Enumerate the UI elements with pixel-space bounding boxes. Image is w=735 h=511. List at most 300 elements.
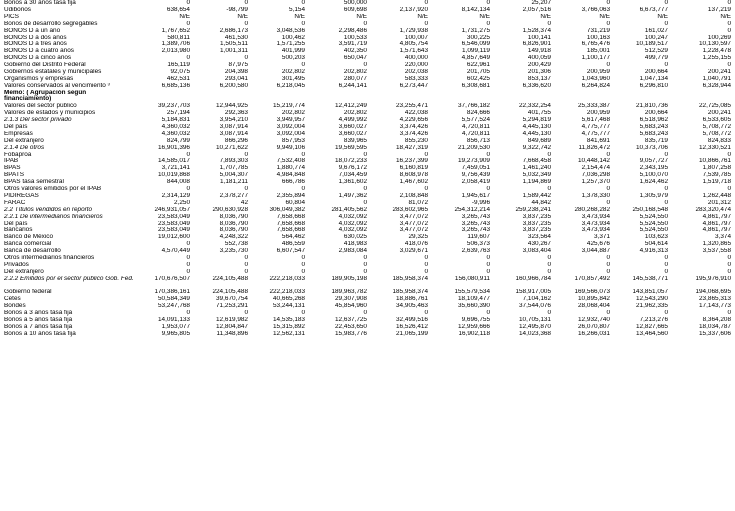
- value-cell: 202,802: [281, 110, 305, 117]
- value-cell: 0: [606, 268, 610, 275]
- value-cell: 504,614: [644, 241, 668, 248]
- value-cell: 1,257,370: [581, 179, 610, 186]
- value-cell: 0: [244, 262, 248, 269]
- value-cell: 1,100,177: [581, 55, 610, 62]
- table-row: [3, 331, 732, 338]
- value-cell: 17,143,773: [699, 303, 731, 310]
- value-cell: 16,237,399: [396, 158, 428, 165]
- value-cell: 3,374: [715, 234, 731, 241]
- value-cell: 3,374,426: [399, 123, 428, 130]
- value-cell: 1,320,865: [702, 241, 731, 248]
- table-row: [3, 35, 732, 42]
- value-cell: 731,219: [586, 27, 610, 34]
- value-cell: 10,130,597: [699, 41, 731, 48]
- value-cell: 0: [727, 255, 731, 262]
- value-cell: 14,535,183: [273, 316, 305, 323]
- row-label: Bonos a 7 años tasa fija: [4, 323, 73, 330]
- value-cell: 630,025: [343, 234, 367, 241]
- table-row: [3, 248, 732, 255]
- table-row: [3, 62, 732, 69]
- value-cell: 4,720,811: [462, 130, 490, 137]
- value-cell: 1,519,718: [702, 179, 731, 186]
- value-cell: 3,837,235: [522, 220, 551, 227]
- value-cell: 10,189,517: [636, 41, 668, 48]
- value-cell: 0: [186, 151, 190, 158]
- value-cell: 1,305,979: [639, 192, 668, 199]
- value-cell: 0: [547, 186, 551, 193]
- row-label: Gobierno federal: [4, 289, 52, 296]
- value-cell: 100,462: [281, 34, 305, 41]
- row-label: Fobaproa: [4, 151, 32, 158]
- value-cell: 3,029,671: [399, 248, 428, 255]
- value-cell: 841,691: [586, 137, 610, 144]
- value-cell: 3,473,934: [581, 220, 610, 227]
- value-cell: 0: [301, 255, 305, 262]
- value-cell: 12,619,982: [216, 316, 248, 323]
- value-cell: 3,537,558: [702, 248, 731, 255]
- table-row: [3, 21, 732, 28]
- row-label: Del extranjero: [4, 268, 44, 275]
- value-cell: 3,473,934: [581, 227, 610, 234]
- value-cell: 0: [664, 20, 668, 27]
- value-cell: 7,539,785: [702, 172, 731, 179]
- value-cell: 1,043,960: [581, 75, 610, 82]
- value-cell: 0: [301, 186, 305, 193]
- value-cell: 853,137: [527, 75, 551, 82]
- value-cell: 200,959: [586, 69, 610, 76]
- value-cell: N/E: [179, 13, 190, 20]
- row-label: 2.2 Títulos vendidos en reporto: [4, 206, 93, 213]
- value-cell: 18,034,787: [699, 323, 731, 330]
- value-cell: 2,058,419: [461, 179, 490, 186]
- value-cell: 19,569,595: [335, 144, 367, 151]
- value-cell: 5,154: [289, 6, 305, 13]
- row-label: Banca comercial: [4, 241, 52, 248]
- value-cell: 100,141: [527, 34, 551, 41]
- value-cell: N/E: [720, 13, 731, 20]
- value-cell: 10,019,868: [158, 172, 190, 179]
- table-row: [3, 255, 732, 262]
- value-cell: 0: [244, 151, 248, 158]
- value-cell: 16,266,031: [578, 330, 610, 337]
- value-cell: 0: [186, 55, 190, 62]
- value-cell: 7,104,162: [522, 296, 551, 303]
- value-cell: 39,237,703: [158, 103, 190, 110]
- value-cell: 12,959,666: [458, 323, 490, 330]
- value-cell: 10,271,622: [216, 144, 248, 151]
- table-row: [3, 14, 732, 21]
- value-cell: 16,902,118: [458, 330, 490, 337]
- value-cell: 9,676,172: [338, 165, 367, 172]
- value-cell: 0: [486, 262, 490, 269]
- value-cell: 2,639,763: [461, 248, 490, 255]
- value-cell: 280,077: [343, 75, 367, 82]
- table-row: [3, 179, 732, 186]
- value-cell: 430,267: [527, 241, 551, 248]
- row-label: Banca de desarrollo: [4, 248, 61, 255]
- value-cell: 1,389,706: [161, 41, 190, 48]
- value-cell: 3,766,063: [581, 6, 610, 13]
- value-cell: 12,827,665: [636, 323, 668, 330]
- value-cell: 32,499,516: [396, 316, 428, 323]
- value-cell: 3,477,072: [399, 213, 428, 220]
- value-cell: [368, 90, 429, 103]
- value-cell: 3,235,730: [219, 248, 248, 255]
- row-label: 2.2.1 De intermediarios financieros: [4, 213, 103, 220]
- value-cell: 3,949,957: [276, 116, 305, 123]
- value-cell: 666,786: [281, 179, 305, 186]
- row-label: BONOS D a un año: [4, 27, 61, 34]
- value-cell: 0: [547, 268, 551, 275]
- value-cell: 21,209,530: [458, 144, 490, 151]
- value-cell: 4,360,032: [161, 130, 190, 137]
- value-cell: 44,842: [531, 199, 551, 206]
- value-cell: 7,658,668: [276, 227, 305, 234]
- value-cell: 4,229,656: [399, 116, 428, 123]
- row-label: BONOS D a cinco años: [4, 55, 72, 62]
- value-cell: 3,087,914: [219, 130, 248, 137]
- value-cell: 0: [301, 151, 305, 158]
- value-cell: 0: [301, 268, 305, 275]
- value-cell: 170,857,492: [574, 275, 610, 282]
- value-cell: 0: [244, 0, 248, 6]
- value-cell: 418,076: [404, 241, 428, 248]
- table-row: [3, 317, 732, 324]
- row-label: BONOS D a cuatro años: [4, 48, 74, 55]
- value-cell: 155,579,534: [454, 289, 490, 296]
- value-cell: 9,949,106: [276, 144, 305, 151]
- value-cell: 4,805,754: [399, 41, 428, 48]
- value-cell: N/E: [657, 13, 668, 20]
- value-cell: 5,004,307: [219, 172, 248, 179]
- value-cell: 202,802: [343, 69, 367, 76]
- value-cell: 401,999: [281, 48, 305, 55]
- table-row: [3, 193, 732, 200]
- value-cell: 3,477,072: [399, 227, 428, 234]
- value-cell: 462,531: [166, 75, 190, 82]
- value-cell: 400,000: [404, 55, 428, 62]
- value-cell: 0: [424, 186, 428, 193]
- value-cell: 16,901,396: [158, 144, 190, 151]
- value-cell: 0: [363, 151, 367, 158]
- value-cell: 499,779: [644, 55, 668, 62]
- value-cell: 2,378,277: [219, 192, 248, 199]
- value-cell: 300,225: [466, 34, 490, 41]
- value-cell: 0: [186, 241, 190, 248]
- financial-table: [3, 0, 732, 338]
- value-cell: [191, 90, 249, 103]
- value-cell: 5,524,550: [639, 227, 668, 234]
- value-cell: 0: [363, 309, 367, 316]
- value-cell: 2,154,474: [581, 165, 610, 172]
- value-cell: 0: [486, 268, 490, 275]
- table-row: [3, 145, 732, 152]
- value-cell: 259,238,241: [515, 206, 551, 213]
- row-label: Bondes: [4, 303, 26, 310]
- value-cell: 15,983,776: [335, 330, 367, 337]
- row-label: 2.2.2 Emitidos por el sector público Gob. Fed.: [4, 275, 134, 282]
- value-cell: 1,255,155: [702, 55, 731, 62]
- value-cell: 19,273,909: [458, 158, 490, 165]
- value-cell: 100,269: [707, 34, 731, 41]
- table-row: [3, 158, 732, 165]
- value-cell: 2,298,486: [338, 27, 367, 34]
- value-cell: 512,529: [644, 48, 668, 55]
- value-cell: 4,032,092: [338, 213, 367, 220]
- value-cell: 200,429: [527, 62, 551, 69]
- row-label: Del país: [4, 123, 28, 130]
- value-cell: 3,371: [594, 234, 610, 241]
- value-cell: 26,070,807: [578, 323, 610, 330]
- value-cell: 2,013,980: [161, 48, 190, 55]
- value-cell: N/E: [479, 13, 490, 20]
- value-cell: 602,425: [466, 75, 490, 82]
- value-cell: 3,837,235: [522, 213, 551, 220]
- value-cell: 3,954,210: [219, 116, 248, 123]
- value-cell: 12,944,925: [216, 103, 248, 110]
- value-cell: 202,802: [281, 69, 305, 76]
- row-label: PICS: [4, 13, 19, 20]
- value-cell: 161,027: [644, 27, 668, 34]
- value-cell: 564,462: [281, 234, 305, 241]
- value-cell: 35,660,390: [458, 303, 490, 310]
- value-cell: 9,057,727: [639, 158, 668, 165]
- table-row: [3, 124, 732, 131]
- value-cell: 3,477,072: [399, 220, 428, 227]
- value-cell: 6,308,681: [461, 82, 490, 89]
- value-cell: 18,427,319: [396, 144, 428, 151]
- value-cell: 0: [727, 309, 731, 316]
- value-cell: 4,775,777: [581, 123, 610, 130]
- value-cell: 11,826,472: [578, 144, 610, 151]
- value-cell: 2,314,129: [161, 192, 190, 199]
- value-cell: 100,247: [644, 34, 668, 41]
- row-label: Valores de estados y municipios: [4, 110, 96, 117]
- value-cell: 9,322,742: [522, 144, 551, 151]
- value-cell: -9,996: [471, 199, 490, 206]
- table-row: [3, 131, 732, 138]
- value-cell: 402,350: [343, 48, 367, 55]
- value-cell: 1,729,938: [399, 27, 428, 34]
- value-cell: 12,637,725: [335, 316, 367, 323]
- value-cell: -98,799: [226, 6, 248, 13]
- value-cell: 1,624,462: [639, 179, 668, 186]
- table-row: [3, 48, 732, 55]
- value-cell: 22,332,254: [519, 103, 551, 110]
- value-cell: 12,543,290: [636, 296, 668, 303]
- value-cell: 0: [664, 186, 668, 193]
- value-cell: 2,686,173: [219, 27, 248, 34]
- value-cell: 8,364,208: [702, 316, 731, 323]
- value-cell: [249, 90, 306, 103]
- value-cell: 293,041: [224, 75, 248, 82]
- value-cell: 0: [727, 27, 731, 34]
- value-cell: 254,312,214: [454, 206, 490, 213]
- value-cell: [611, 90, 669, 103]
- value-cell: 4,984,848: [276, 172, 305, 179]
- value-cell: 4,032,092: [338, 220, 367, 227]
- value-cell: 0: [606, 62, 610, 69]
- value-cell: 0: [244, 268, 248, 275]
- table-row: [3, 41, 732, 48]
- value-cell: 638,654: [166, 6, 190, 13]
- value-cell: [429, 90, 491, 103]
- value-cell: 0: [727, 151, 731, 158]
- row-label: Organismos y empresas: [4, 75, 74, 82]
- value-cell: 156,080,911: [454, 275, 490, 282]
- value-cell: 19,012,600: [158, 234, 190, 241]
- value-cell: 53,247,768: [158, 303, 190, 310]
- value-cell: 1,589,442: [522, 192, 551, 199]
- value-cell: 6,273,447: [399, 82, 428, 89]
- value-cell: 1,361,602: [338, 179, 367, 186]
- value-cell: 5,617,468: [581, 116, 610, 123]
- value-cell: 158,917,005: [515, 289, 551, 296]
- value-cell: N/E: [540, 13, 551, 20]
- value-cell: 3,265,743: [461, 220, 490, 227]
- value-cell: 6,685,136: [161, 82, 190, 89]
- value-cell: 866,296: [224, 137, 248, 144]
- value-cell: 12,330,521: [699, 144, 731, 151]
- row-label: BONOS D a tres años: [4, 41, 67, 48]
- value-cell: 323,564: [527, 234, 551, 241]
- value-cell: 292,363: [224, 110, 248, 117]
- value-cell: 0: [606, 262, 610, 269]
- value-cell: 1,953,077: [161, 323, 190, 330]
- value-cell: 6,218,045: [276, 82, 305, 89]
- table-row: [3, 289, 732, 296]
- value-cell: 100,007: [404, 34, 428, 41]
- value-cell: 224,105,488: [212, 289, 248, 296]
- value-cell: 202,802: [343, 110, 367, 117]
- value-cell: 6,546,099: [461, 41, 490, 48]
- value-cell: 8,036,790: [219, 213, 248, 220]
- value-cell: 1,571,643: [399, 48, 428, 55]
- value-cell: 143,851,057: [632, 289, 668, 296]
- value-cell: 824,833: [707, 137, 731, 144]
- value-cell: 839,965: [343, 137, 367, 144]
- value-cell: 50,584,349: [158, 296, 190, 303]
- value-cell: 3,044,887: [581, 248, 610, 255]
- value-cell: 15,315,892: [273, 323, 305, 330]
- value-cell: 1,528,374: [522, 27, 551, 34]
- value-cell: 7,658,668: [276, 213, 305, 220]
- value-cell: 0: [363, 62, 367, 69]
- value-cell: 13,464,560: [636, 330, 668, 337]
- value-cell: 246,931,057: [154, 206, 190, 213]
- value-cell: 3,660,027: [338, 123, 367, 130]
- value-cell: 0: [606, 199, 610, 206]
- value-cell: 3,473,934: [581, 213, 610, 220]
- value-cell: 306,049,382: [269, 206, 305, 213]
- value-cell: [669, 90, 732, 103]
- value-cell: 0: [363, 199, 367, 206]
- value-cell: 8,608,978: [399, 172, 428, 179]
- value-cell: 201,306: [527, 69, 551, 76]
- value-cell: 34,905,463: [396, 303, 428, 310]
- value-cell: 6,336,620: [522, 82, 551, 89]
- table-row: [3, 138, 732, 145]
- value-cell: 400,059: [527, 55, 551, 62]
- value-cell: 7,658,668: [276, 220, 305, 227]
- value-cell: 1,194,869: [522, 179, 551, 186]
- value-cell: 87,975: [228, 62, 248, 69]
- value-cell: 12,495,870: [519, 323, 551, 330]
- value-cell: 0: [244, 186, 248, 193]
- value-cell: 25,333,387: [578, 103, 610, 110]
- value-cell: 1,807,258: [702, 165, 731, 172]
- value-cell: 6,607,547: [276, 248, 305, 255]
- value-cell: 824,799: [166, 137, 190, 144]
- value-cell: 0: [424, 268, 428, 275]
- value-cell: 25,207: [531, 0, 551, 6]
- table-row: [3, 103, 732, 110]
- value-cell: 0: [547, 151, 551, 158]
- value-cell: 500,203: [281, 55, 305, 62]
- value-cell: 1,228,478: [702, 48, 731, 55]
- value-cell: 1,880,774: [276, 165, 305, 172]
- value-cell: 0: [664, 199, 668, 206]
- value-cell: 0: [301, 62, 305, 69]
- value-cell: 23,583,049: [158, 220, 190, 227]
- value-cell: 1,262,448: [702, 192, 731, 199]
- value-cell: 422,038: [404, 110, 428, 117]
- value-cell: 0: [606, 309, 610, 316]
- value-cell: 9,696,755: [461, 316, 490, 323]
- value-cell: 290,630,928: [212, 206, 248, 213]
- table-row: [3, 83, 732, 90]
- value-cell: 0: [424, 255, 428, 262]
- value-cell: 5,708,772: [702, 130, 731, 137]
- table-row: [3, 303, 732, 310]
- value-cell: 29,325: [408, 234, 428, 241]
- row-label: 2.1.3 Del sector privado: [4, 116, 72, 123]
- table-row: [3, 165, 732, 172]
- row-label: BPAS: [4, 165, 21, 172]
- value-cell: 3,660,027: [338, 130, 367, 137]
- value-cell: 0: [547, 262, 551, 269]
- value-cell: 160,966,784: [515, 275, 551, 282]
- value-cell: 37,766,182: [458, 103, 490, 110]
- value-cell: 103,623: [644, 234, 668, 241]
- value-cell: 425,676: [586, 241, 610, 248]
- value-cell: 21,065,199: [396, 330, 428, 337]
- value-cell: 0: [301, 262, 305, 269]
- value-cell: 0: [424, 262, 428, 269]
- value-cell: 4,248,322: [219, 234, 248, 241]
- value-cell: 200,241: [707, 69, 731, 76]
- value-cell: 0: [424, 151, 428, 158]
- table-row: [3, 276, 732, 289]
- value-cell: 0: [727, 0, 731, 6]
- row-label: 2.1.4 De otros: [4, 144, 45, 151]
- value-cell: 3,083,404: [522, 248, 551, 255]
- value-cell: 92,075: [170, 69, 190, 76]
- value-cell: 22,453,650: [335, 323, 367, 330]
- value-cell: 4,861,797: [702, 227, 731, 234]
- value-cell: 4,360,032: [161, 123, 190, 130]
- value-cell: 2,250: [174, 199, 190, 206]
- value-cell: 855,230: [404, 137, 428, 144]
- row-label: Gobiernos estatales y municipales: [4, 69, 102, 76]
- row-label: Memo: ( Agrupación según financiamiento): [4, 89, 87, 103]
- value-cell: 0: [301, 0, 305, 6]
- value-cell: 1,497,362: [338, 192, 367, 199]
- table-row: [3, 262, 732, 269]
- value-cell: 0: [244, 20, 248, 27]
- value-cell: 6,244,141: [338, 82, 367, 89]
- value-cell: 5,032,349: [522, 172, 551, 179]
